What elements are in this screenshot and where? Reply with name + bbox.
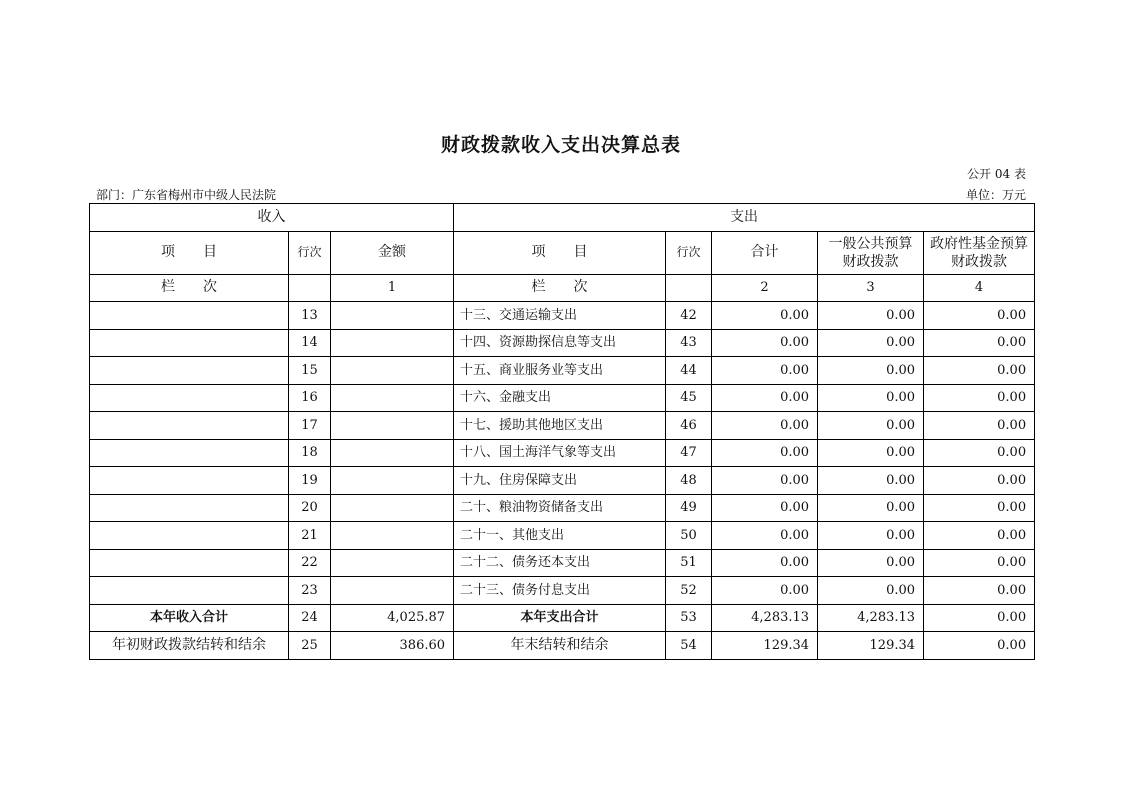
general-budget-amount: 0.00 (818, 329, 924, 357)
department-label: 部门：广东省梅州市中级人民法院 (96, 188, 277, 202)
income-amount (331, 412, 454, 440)
totals-row (90, 604, 1035, 632)
gov-fund-amount: 0.00 (924, 329, 1035, 357)
table-row (90, 549, 1035, 577)
expense-total: 0.00 (712, 467, 818, 495)
expense-row-no: 49 (666, 494, 712, 522)
table-row (90, 494, 1035, 522)
income-amount (331, 549, 454, 577)
expense-total: 0.00 (712, 439, 818, 467)
general-budget-amount: 0.00 (818, 494, 924, 522)
income-amount (331, 384, 454, 412)
income-amount (331, 439, 454, 467)
expense-row-no: 48 (666, 467, 712, 495)
header-row-column-index (90, 274, 1035, 302)
gov-fund-amount: 0.00 (924, 632, 1035, 660)
col-index-1: 1 (331, 274, 454, 302)
expense-item: 十六、金融支出 (454, 384, 666, 412)
general-budget-amount: 0.00 (818, 522, 924, 550)
general-budget-amount: 0.00 (818, 384, 924, 412)
expense-row-no: 45 (666, 384, 712, 412)
empty-cell (666, 274, 712, 302)
table-row (90, 384, 1035, 412)
table-row (90, 522, 1035, 550)
income-row-no: 25 (289, 632, 331, 660)
expense-row-no: 53 (666, 604, 712, 632)
general-budget-amount: 129.34 (818, 632, 924, 660)
col-index-4: 4 (924, 274, 1035, 302)
gov-fund-amount: 0.00 (924, 384, 1035, 412)
expense-row-no: 44 (666, 357, 712, 385)
expense-row-no: 50 (666, 522, 712, 550)
income-item (90, 357, 289, 385)
income-row-no: 19 (289, 467, 331, 495)
expense-item: 年末结转和结余 (454, 632, 666, 660)
total-header: 合计 (712, 231, 818, 274)
table-row (90, 467, 1035, 495)
income-row-no: 16 (289, 384, 331, 412)
income-row-no: 18 (289, 439, 331, 467)
expense-item: 十八、国土海洋气象等支出 (454, 439, 666, 467)
expense-item: 二十、粮油物资储备支出 (454, 494, 666, 522)
general-budget-header: 一般公共预算财政拨款 (818, 231, 924, 274)
table-row (90, 302, 1035, 330)
income-item (90, 549, 289, 577)
table-row (90, 577, 1035, 605)
expense-item: 本年支出合计 (454, 604, 666, 632)
general-budget-amount: 0.00 (818, 549, 924, 577)
gov-fund-amount: 0.00 (924, 522, 1035, 550)
header-row-sections (90, 204, 1035, 232)
expense-item: 十三、交通运输支出 (454, 302, 666, 330)
gov-fund-amount: 0.00 (924, 357, 1035, 385)
expense-total: 0.00 (712, 412, 818, 440)
unit-label: 单位：万元 (965, 188, 1026, 202)
income-row-no: 13 (289, 302, 331, 330)
expense-row-no: 43 (666, 329, 712, 357)
expense-row-no: 51 (666, 549, 712, 577)
income-amount (331, 577, 454, 605)
income-header: 收入 (90, 204, 454, 232)
expense-total: 0.00 (712, 384, 818, 412)
expense-total: 0.00 (712, 577, 818, 605)
income-row-no: 21 (289, 522, 331, 550)
column-label: 栏 次 (454, 274, 666, 302)
gov-fund-amount: 0.00 (924, 302, 1035, 330)
income-amount: 386.60 (331, 632, 454, 660)
income-item (90, 494, 289, 522)
column-label: 栏 次 (90, 274, 289, 302)
income-item: 本年收入合计 (90, 604, 289, 632)
general-budget-amount: 0.00 (818, 357, 924, 385)
gov-fund-amount: 0.00 (924, 549, 1035, 577)
expense-row-no: 52 (666, 577, 712, 605)
income-amount: 4,025.87 (331, 604, 454, 632)
expense-header: 支出 (454, 204, 1035, 232)
expense-row-no: 47 (666, 439, 712, 467)
expense-total: 0.00 (712, 549, 818, 577)
gov-fund-amount: 0.00 (924, 439, 1035, 467)
table-row (90, 329, 1035, 357)
expense-row-no: 54 (666, 632, 712, 660)
expense-item: 二十二、债务还本支出 (454, 549, 666, 577)
expense-item-header: 项 目 (454, 231, 666, 274)
carry-over-row (90, 632, 1035, 660)
income-item (90, 439, 289, 467)
income-row-no: 23 (289, 577, 331, 605)
expense-total: 0.00 (712, 357, 818, 385)
income-item (90, 522, 289, 550)
income-amount (331, 357, 454, 385)
general-budget-amount: 0.00 (818, 412, 924, 440)
gov-fund-amount: 0.00 (924, 577, 1035, 605)
income-item-header: 项 目 (90, 231, 289, 274)
expense-row-no: 46 (666, 412, 712, 440)
gov-fund-amount: 0.00 (924, 494, 1035, 522)
general-budget-amount: 0.00 (818, 302, 924, 330)
expense-total: 4,283.13 (712, 604, 818, 632)
expense-item: 二十一、其他支出 (454, 522, 666, 550)
page-title: 财政拨款收入支出决算总表 (440, 134, 681, 156)
income-row-no: 22 (289, 549, 331, 577)
table-row (90, 412, 1035, 440)
income-amount (331, 329, 454, 357)
gov-fund-amount: 0.00 (924, 412, 1035, 440)
income-row-no: 17 (289, 412, 331, 440)
table-row (90, 357, 1035, 385)
expense-total: 129.34 (712, 632, 818, 660)
income-row-no: 24 (289, 604, 331, 632)
gov-fund-amount: 0.00 (924, 467, 1035, 495)
income-row-no: 15 (289, 357, 331, 385)
income-item (90, 412, 289, 440)
income-item (90, 302, 289, 330)
income-item (90, 384, 289, 412)
expense-total: 0.00 (712, 494, 818, 522)
income-row-no: 20 (289, 494, 331, 522)
expense-total: 0.00 (712, 302, 818, 330)
empty-cell (289, 274, 331, 302)
general-budget-amount: 0.00 (818, 577, 924, 605)
table-row (90, 439, 1035, 467)
expense-total: 0.00 (712, 329, 818, 357)
expense-total: 0.00 (712, 522, 818, 550)
col-index-3: 3 (818, 274, 924, 302)
form-number: 公开 04 表 (967, 167, 1026, 181)
income-amount (331, 302, 454, 330)
expense-item: 十七、援助其他地区支出 (454, 412, 666, 440)
general-budget-amount: 0.00 (818, 467, 924, 495)
expense-row-no: 42 (666, 302, 712, 330)
income-amount-header: 金额 (331, 231, 454, 274)
income-amount (331, 467, 454, 495)
expense-rowno-header: 行次 (666, 231, 712, 274)
general-budget-amount: 0.00 (818, 439, 924, 467)
income-amount (331, 494, 454, 522)
gov-fund-header: 政府性基金预算财政拨款 (924, 231, 1035, 274)
header-row-columns (90, 231, 1035, 274)
gov-fund-amount: 0.00 (924, 604, 1035, 632)
expense-item: 十五、商业服务业等支出 (454, 357, 666, 385)
income-row-no: 14 (289, 329, 331, 357)
expense-item: 二十三、债务付息支出 (454, 577, 666, 605)
income-item (90, 577, 289, 605)
expense-item: 十九、住房保障支出 (454, 467, 666, 495)
income-rowno-header: 行次 (289, 231, 331, 274)
expense-item: 十四、资源勘探信息等支出 (454, 329, 666, 357)
general-budget-amount: 4,283.13 (818, 604, 924, 632)
income-item (90, 329, 289, 357)
income-item: 年初财政拨款结转和结余 (90, 632, 289, 660)
col-index-2: 2 (712, 274, 818, 302)
income-amount (331, 522, 454, 550)
budget-table (89, 203, 1035, 660)
income-item (90, 467, 289, 495)
